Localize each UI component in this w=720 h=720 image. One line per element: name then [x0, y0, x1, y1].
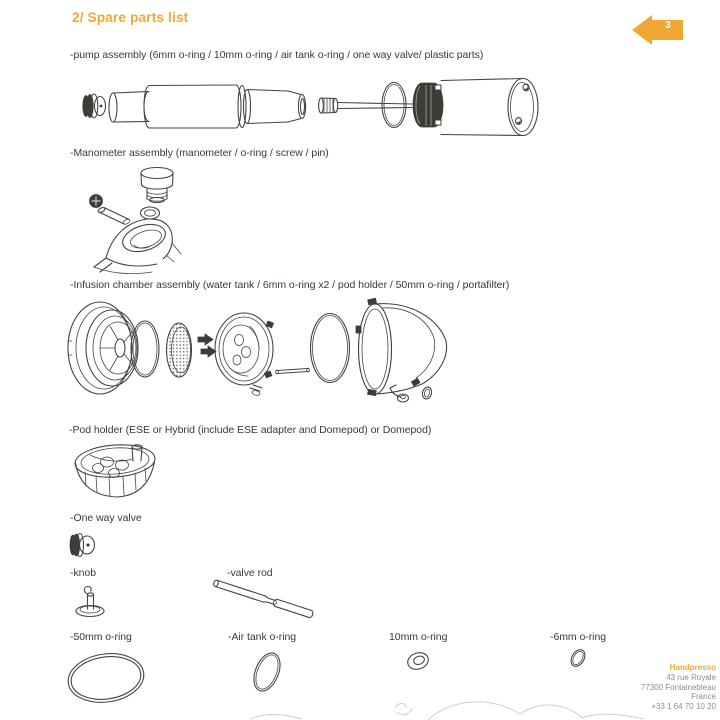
- page-number: 3: [665, 20, 671, 31]
- infusion-chamber-label: -Infusion chamber assembly (water tank / 6mm o-ring x2 / pod holder / 50mm o-ring / portafilter): [70, 279, 510, 291]
- oring-50mm-label: -50mm o-ring: [70, 631, 132, 643]
- back-arrow-icon: [630, 14, 688, 50]
- knob-drawing: [72, 583, 112, 621]
- oring-6mm-label: -6mm o-ring: [550, 631, 607, 643]
- infusion-chamber-drawing: [60, 296, 460, 411]
- oring-10mm-label: 10mm o-ring: [389, 631, 448, 643]
- manometer-assembly-drawing: [60, 165, 280, 275]
- one-way-valve-drawing: [66, 529, 100, 561]
- footer-phone: +33 1 64 70 10 20: [651, 702, 716, 712]
- valve-rod-drawing: [203, 573, 333, 625]
- pump-assembly-label: -pump assembly (6mm o-ring / 10mm o-ring / air tank o-ring / one way valve/ plastic parts): [70, 49, 484, 61]
- page-title: 2/ Spare parts list: [72, 10, 189, 25]
- oring-10mm-drawing: [403, 648, 435, 675]
- footer-street: 43 rue Royale: [666, 672, 716, 682]
- pod-holder-drawing: [60, 441, 180, 503]
- footer-address: [556, 663, 716, 712]
- pump-assembly-drawing: [60, 74, 560, 144]
- page-number-arrow: [630, 14, 688, 50]
- footer-city: 77300 Fontainebleau: [640, 682, 716, 692]
- knob-label: -knob: [70, 567, 97, 579]
- manometer-assembly-label: -Manometer assembly (manometer / o-ring / screw / pin): [70, 147, 329, 159]
- valve-rod-label: -valve rod: [227, 567, 273, 579]
- footer-country: France: [691, 692, 716, 702]
- pod-holder-label: -Pod holder (ESE or Hybrid (include ESE adapter and Domepod) or Domepod): [69, 424, 432, 436]
- footer-company: Handpresso: [669, 663, 716, 672]
- one-way-valve-label: -One way valve: [70, 512, 142, 524]
- oring-air-tank-label: -Air tank o-ring: [228, 631, 297, 643]
